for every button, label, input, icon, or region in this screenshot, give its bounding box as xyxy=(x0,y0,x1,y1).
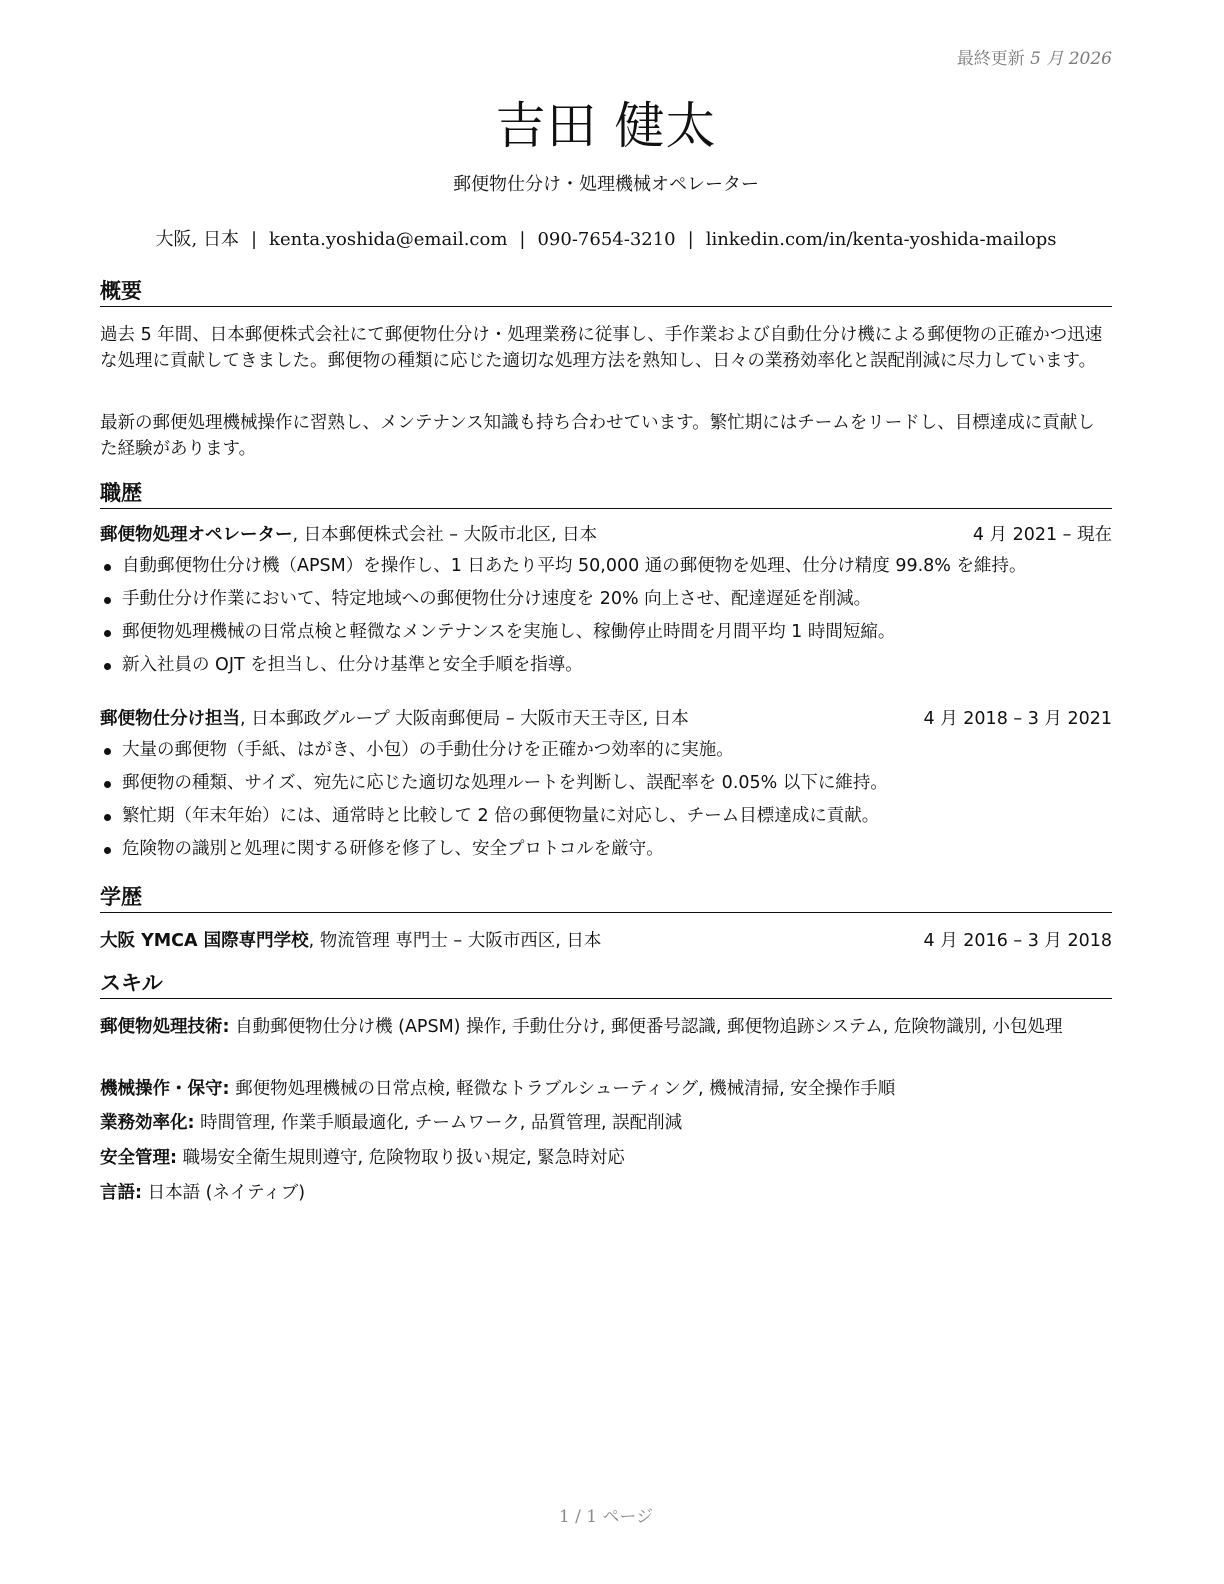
list-item: 手動仕分け作業において、特定地域への郵便物仕分け速度を 20% 向上させ、配達遅延を削減。 xyxy=(100,587,1112,620)
summary-paragraph-1: 過去 5 年間、日本郵便株式会社にて郵便物仕分け・処理業務に従事し、手作業および自動仕分け機による郵便物の正確かつ迅速な処理に貢献してきました。郵便物の種類に応じた適切な処理方法を熟知し、日々の業務効率化と誤配削減に尽力しています。 xyxy=(100,325,1103,371)
page-number: 1 / 1 ページ xyxy=(558,1507,654,1527)
resume-page xyxy=(100,0,1112,1584)
contact-email[interactable]: kenta.yoshida@email.com xyxy=(269,229,508,250)
contact-location: 大阪, 日本 xyxy=(155,229,239,250)
skill-row xyxy=(100,1145,1112,1171)
skill-label: 業務効率化: xyxy=(100,1113,195,1133)
education-heading: 学歴 xyxy=(100,884,1112,913)
job-date: 4 月 2018 – 3 月 2021 xyxy=(923,709,1112,729)
list-item: 繁忙期（年末年始）には、通常時と比較して 2 倍の郵便物量に対応し、チーム目標達成に貢献。 xyxy=(100,804,1112,837)
contact-separator: | xyxy=(519,229,526,250)
list-item: 郵便物の種類、サイズ、宛先に応じた適切な処理ルートを判断し、誤配率を 0.05% 以下に維持。 xyxy=(100,771,1112,804)
contact-line xyxy=(100,225,1112,251)
skill-value: 自動郵便物仕分け機 (APSM) 操作, 手動仕分け, 郵便番号認識, 郵便物追跡システム, 危険物識別, 小包処理 xyxy=(229,1017,1063,1037)
candidate-name: 吉田 健太 xyxy=(495,97,717,155)
list-item: 新入社員の OJT を担当し、仕分け基準と安全手順を指導。 xyxy=(100,653,1112,686)
skill-label: 言語: xyxy=(100,1183,142,1203)
job-header xyxy=(100,523,1112,547)
education-school: 大阪 YMCA 国際専門学校 xyxy=(100,931,309,951)
skill-value: 日本語 (ネイティブ) xyxy=(142,1183,306,1203)
skill-row xyxy=(100,1014,1112,1040)
skill-label: 機械操作・保守: xyxy=(100,1079,230,1099)
contact-separator: | xyxy=(250,229,258,250)
skill-value: 職場安全衛生規則遵守, 危険物取り扱い規定, 緊急時対応 xyxy=(177,1148,625,1168)
list-item: 郵便物処理機械の日常点検と軽微なメンテナンスを実施し、稼働停止時間を月間平均 1 時間短縮。 xyxy=(100,620,1112,653)
skills-heading: スキル xyxy=(100,970,1112,999)
summary-heading: 概要 xyxy=(100,278,1112,307)
contact-phone[interactable]: 090-7654-3210 xyxy=(537,229,676,250)
skill-row xyxy=(100,1076,1112,1102)
job-date: 4 月 2021 – 現在 xyxy=(972,525,1112,545)
job-role: 郵便物仕分け担当 xyxy=(100,709,240,729)
skill-value: 時間管理, 作業手順最適化, チームワーク, 品質管理, 誤配削減 xyxy=(194,1113,683,1133)
skill-row xyxy=(100,1110,1112,1136)
contact-separator: | xyxy=(687,229,694,250)
skill-label: 郵便物処理技術: xyxy=(100,1017,230,1037)
list-item: 大量の郵便物（手紙、はがき、小包）の手動仕分けを正確かつ効率的に実施。 xyxy=(100,738,1112,771)
education-date: 4 月 2016 – 3 月 2018 xyxy=(923,931,1112,951)
job-bullets xyxy=(100,738,1112,870)
job-role: 郵便物処理オペレーター xyxy=(100,525,293,545)
job-employer: , 日本郵政グループ 大阪南郵便局 – 大阪市天王寺区, 日本 xyxy=(240,709,689,729)
experience-heading: 職歴 xyxy=(100,480,1112,509)
job-bullets xyxy=(100,554,1112,686)
list-item: 自動郵便物仕分け機（APSM）を操作し、1 日あたり平均 50,000 通の郵便物を処理、仕分け精度 99.8% を維持。 xyxy=(100,554,1112,587)
last-updated: 最終更新 5 月 2026 xyxy=(956,49,1112,69)
summary-paragraph-2: 最新の郵便処理機械操作に習熟し、メンテナンス知識も持ち合わせています。繁忙期にはチームをリードし、目標達成に貢献した経験があります。 xyxy=(100,413,1095,459)
skill-value: 郵便物処理機械の日常点検, 軽微なトラブルシューティング, 機械清掃, 安全操作手順 xyxy=(229,1079,896,1099)
list-item: 危険物の識別と処理に関する研修を修了し、安全プロトコルを厳守。 xyxy=(100,837,1112,870)
contact-linkedin[interactable]: linkedin.com/in/kenta-yoshida-mailops xyxy=(705,229,1057,250)
job-title: 郵便物仕分け・処理機械オペレーター xyxy=(453,174,759,195)
job-employer: , 日本郵便株式会社 – 大阪市北区, 日本 xyxy=(292,525,598,545)
job-header xyxy=(100,707,1112,731)
skill-row xyxy=(100,1180,1112,1206)
skill-label: 安全管理: xyxy=(100,1148,177,1168)
education-degree: , 物流管理 専門士 – 大阪市西区, 日本 xyxy=(308,931,602,951)
education-entry xyxy=(100,929,1112,953)
